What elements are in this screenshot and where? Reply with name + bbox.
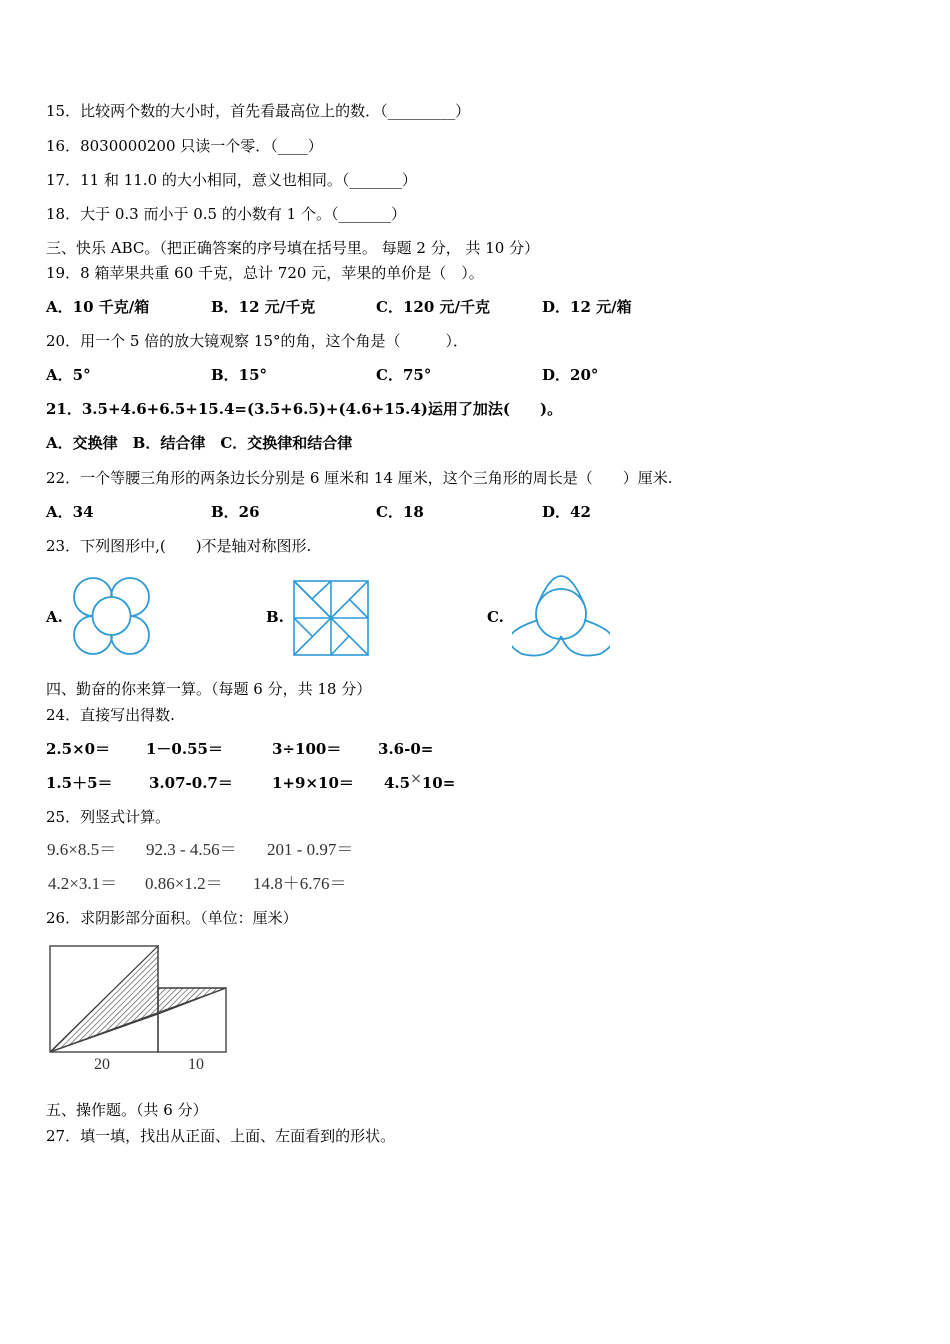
vertical-calc-item: 92.3 - 4.56＝ [146, 840, 237, 859]
section-3-heading: 三、快乐 ABC。（把正确答案的序号填在括号里。 每题 2 分， 共 10 分） [46, 239, 540, 257]
shaded-area-figure [44, 940, 232, 1060]
calc-item-last-suffix: 10= [421, 774, 456, 792]
calc-item: 3.07-0.7＝ [149, 774, 233, 792]
question-27: 27．填一填，找出从正面、上面、左面看到的形状。 [46, 1127, 396, 1145]
q20-option-b: B．15° [211, 366, 268, 384]
q23-label-a: A. [46, 608, 63, 626]
vertical-calc-item: 9.6×8.5＝ [47, 840, 117, 859]
q19-option-d: D．12 元/箱 [542, 298, 632, 316]
question-26: 26．求阴影部分面积。（单位：厘米） [46, 909, 298, 927]
pinwheel-figure [291, 578, 371, 658]
question-22: 22．一个等腰三角形的两条边长分别是 6 厘米和 14 厘米，这个三角形的周长是（ ）厘米. [46, 469, 673, 487]
calc-item: 1.5＋5＝ [46, 774, 113, 792]
q20-option-a: A．5° [46, 366, 91, 384]
q19-option-a: A．10 千克/箱 [46, 298, 150, 316]
dimension-label-10: 10 [188, 1056, 204, 1073]
section-4-heading: 四、勤奋的你来算一算。（每题 6 分，共 18 分） [46, 680, 372, 698]
q22-option-a: A．34 [46, 503, 94, 521]
vertical-calc-item: 14.8＋6.76＝ [253, 874, 347, 893]
q19-option-c: C．120 元/千克 [376, 298, 490, 316]
vertical-calc-item: 4.2×3.1＝ [48, 874, 118, 893]
flower-figure [68, 575, 158, 660]
dimension-label-20: 20 [94, 1056, 110, 1073]
times-symbol: × [410, 771, 422, 787]
q22-option-d: D．42 [542, 503, 591, 521]
question-19: 19．8 箱苹果共重 60 千克，总计 720 元，苹果的单价是（ ）。 [46, 264, 484, 282]
calc-item: 1－0.55＝ [146, 740, 223, 758]
q20-option-c: C．75° [376, 366, 432, 384]
q22-option-c: C．18 [376, 503, 424, 521]
calc-item-last [384, 773, 455, 794]
triquetra-figure [512, 566, 610, 658]
q19-option-b: B．12 元/千克 [211, 298, 316, 316]
calc-item: 2.5×0＝ [46, 740, 111, 758]
vertical-calc-item: 0.86×1.2＝ [145, 874, 223, 893]
q20-option-d: D．20° [542, 366, 599, 384]
calc-item: 3÷100＝ [272, 740, 342, 758]
calc-item-last-prefix: 4.5 [384, 774, 411, 792]
question-20: 20．用一个 5 倍的放大镜观察 15°的角，这个角是（ ）． [46, 332, 469, 350]
calc-item: 1+9×10＝ [272, 774, 354, 792]
question-24: 24．直接写出得数. [46, 706, 175, 724]
calc-item: 3.6-0= [378, 740, 434, 758]
q21-options: A．交换律 B．结合律 C．交换律和结合律 [46, 434, 353, 452]
question-18: 18．大于 0.3 而小于 0.5 的小数有 1 个。（_______） [46, 205, 406, 223]
question-23: 23．下列图形中,( )不是轴对称图形. [46, 537, 312, 555]
question-21: 21．3.5+4.6+6.5+15.4=(3.5+6.5)+(4.6+15.4)运用了加法( )。 [46, 400, 563, 418]
question-15: 15．比较两个数的大小时，首先看最高位上的数．（_________） [46, 102, 471, 120]
question-16: 16．8030000200 只读一个零．（____） [46, 137, 323, 155]
q23-label-c: C. [487, 608, 504, 626]
question-25: 25．列竖式计算。 [46, 808, 171, 826]
section-5-heading: 五、操作题。（共 6 分） [46, 1101, 208, 1119]
q23-label-b: B. [266, 608, 284, 626]
q22-option-b: B．26 [211, 503, 260, 521]
vertical-calc-item: 201 - 0.97＝ [267, 840, 354, 859]
question-17: 17．11 和 11.0 的大小相同，意义也相同。（_______） [46, 171, 417, 189]
